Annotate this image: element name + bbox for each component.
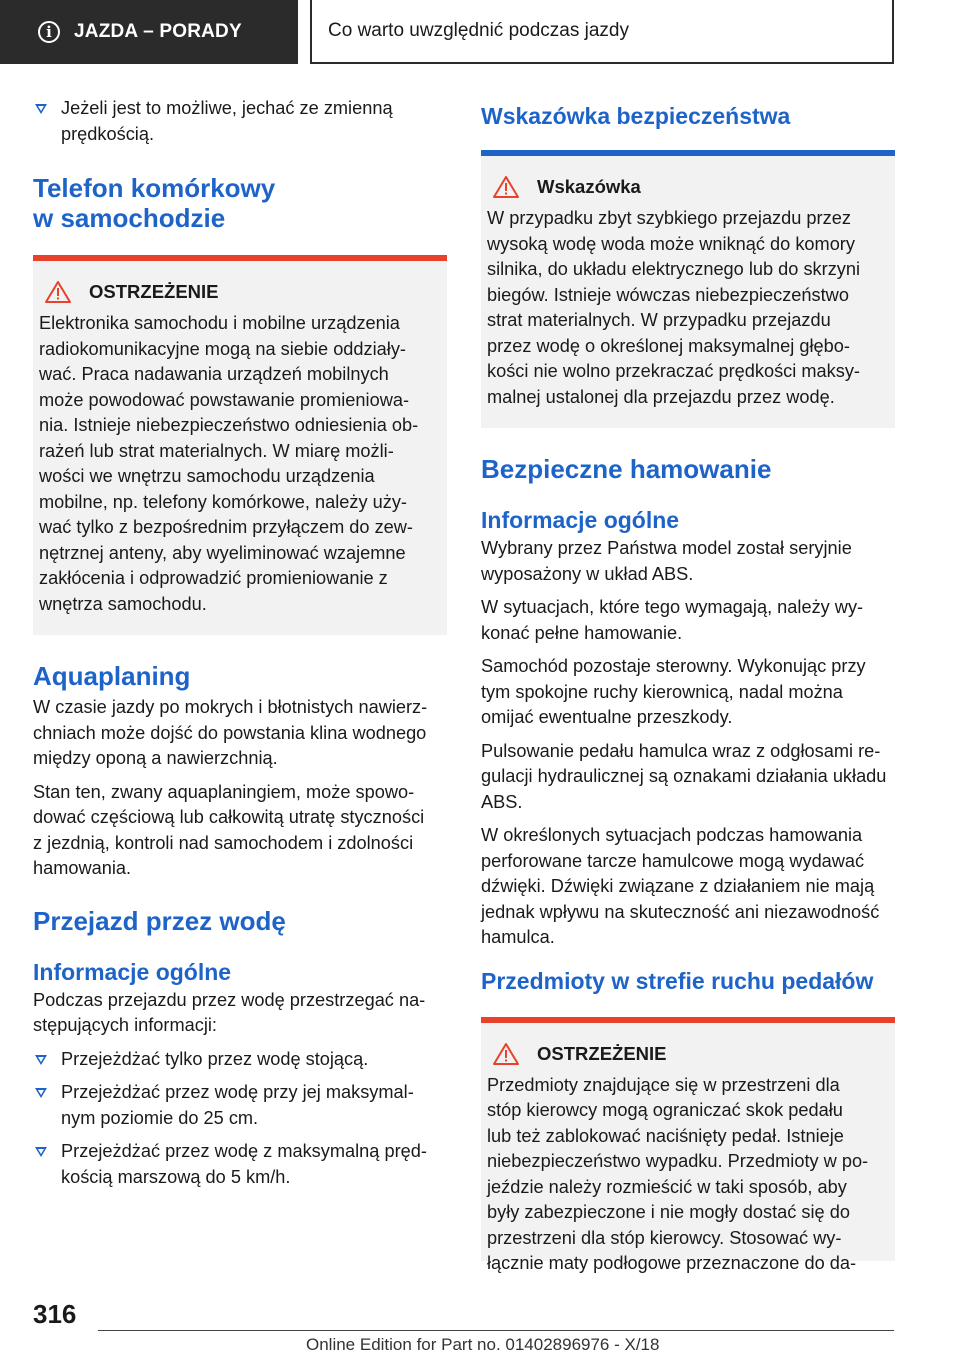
text-line: wnętrza samochodu. bbox=[39, 593, 207, 614]
header-section-label: JAZDA – PORADY bbox=[74, 21, 242, 42]
text-line: Przejeżdżać przez wodę przy jej maksymal- bbox=[61, 1082, 414, 1102]
aquaplaning-paragraph-2 bbox=[33, 780, 447, 882]
note-title: Wskazówka bbox=[487, 176, 889, 198]
text-line: W sytuacjach, które tego wymagają, należy wy- bbox=[481, 597, 864, 617]
text-line: nia. Istnieje niebezpieczeństwo odniesienia ob- bbox=[39, 415, 419, 435]
text-line: stępujących informacji: bbox=[33, 1015, 217, 1035]
subheading-general-info: Informacje ogólne bbox=[33, 958, 232, 985]
text-line: kością marszową do 5 km/h. bbox=[61, 1166, 291, 1187]
text-line: Przedmioty znajdujące się w przestrzeni dla bbox=[487, 1074, 840, 1095]
text-line: stóp kierowcy mogą ograniczać skok pedału bbox=[487, 1100, 843, 1120]
text-line: W określonych sytuacjach podczas hamowania bbox=[481, 825, 863, 845]
text-line: kości nie wolno przekraczać prędkości maksy- bbox=[487, 361, 860, 381]
note-text bbox=[487, 206, 889, 410]
braking-paragraph bbox=[481, 654, 895, 731]
intro-bullet-list bbox=[33, 96, 447, 147]
footer-divider bbox=[98, 1330, 894, 1331]
text-line: hamowania. bbox=[33, 858, 132, 878]
text-line: wać tylko z bezpośrednim przyłączem do zew- bbox=[39, 517, 413, 537]
text-line: Samochód pozostaje sterowny. Wykonując przy bbox=[481, 656, 866, 676]
text-line: gulacji hydraulicznej są oznakami działania układu bbox=[481, 766, 887, 786]
left-column bbox=[33, 96, 447, 1198]
text-line: Wybrany przez Państwa model został seryjnie bbox=[481, 538, 852, 558]
text-line: Elektronika samochodu i mobilne urządzenia bbox=[39, 313, 400, 333]
warning-triangle-icon bbox=[45, 281, 71, 303]
subheading-general-info: Informacje ogólne bbox=[481, 507, 680, 533]
text-line: mobilne, np. telefony komórkowe, należy uży- bbox=[39, 491, 407, 512]
header-page-title: Co warto uwzględnić podczas jazdy bbox=[310, 0, 894, 64]
braking-paragraph bbox=[481, 595, 895, 646]
text-line: przestrzeni dla stóp kierowcy. Stosować wy- bbox=[487, 1227, 842, 1248]
text-line: nym poziomie do 25 cm. bbox=[61, 1107, 259, 1128]
text-line: dźwięki. Dźwięki związane z działaniem nie mają bbox=[481, 876, 875, 896]
triangle-bullet-icon bbox=[35, 104, 47, 114]
text-line: jednak wpływu na skuteczność ani niezawodność bbox=[481, 901, 880, 922]
warning-text bbox=[39, 311, 441, 617]
triangle-bullet-icon bbox=[35, 1055, 47, 1065]
list-item bbox=[33, 1080, 447, 1131]
water-bullet-list bbox=[33, 1047, 447, 1191]
warning-box-phone bbox=[33, 255, 447, 635]
text-line: łącznie maty podłogowe przeznaczone do da- bbox=[487, 1253, 857, 1273]
list-item: Jeżeli jest to możliwe, jechać ze zmienną prędkością. bbox=[33, 96, 447, 147]
braking-paragraph bbox=[481, 823, 895, 951]
text-line: zakłócenia i odprowadzić promieniowanie z bbox=[39, 568, 388, 588]
text-line: nętrznej anteny, aby wyeliminować wzajemne bbox=[39, 542, 406, 563]
warning-title: OSTRZEŻENIE bbox=[39, 281, 441, 303]
warning-title: OSTRZEŻENIE bbox=[487, 1043, 889, 1065]
info-icon: i bbox=[38, 21, 60, 43]
text-line: omijać ewentualne przeszkody. bbox=[481, 707, 733, 727]
heading-pedal-area: Przedmioty w strefie ruchu pedałów bbox=[481, 967, 874, 994]
aquaplaning-paragraph-1 bbox=[33, 695, 447, 772]
text-line: niebezpieczeństwo wypadku. Przedmioty w po- bbox=[487, 1151, 869, 1171]
heading-safety-note: Wskazówka bezpieczeństwa bbox=[481, 103, 791, 129]
text-line: Podczas przejazdu przez wodę przestrzegać na- bbox=[33, 989, 426, 1010]
text-line: W przypadku zbyt szybkiego przejazdu przez bbox=[487, 208, 851, 228]
text-line: między oponą a nawierzchnią. bbox=[33, 748, 278, 768]
text-line: wać. Praca nadawania urządzeń mobilnych bbox=[39, 364, 389, 384]
text-line: W czasie jazdy po mokrych i błotnistych nawierz- bbox=[33, 697, 428, 717]
header-section-tab bbox=[0, 0, 298, 64]
text-line: biegów. Istnieje wówczas niebezpieczeństwo bbox=[487, 284, 849, 305]
right-column bbox=[481, 96, 895, 1273]
heading-aquaplaning: Aquaplaning bbox=[33, 661, 191, 691]
text-line: dować częściową lub całkowitą utratę styczności bbox=[33, 807, 425, 827]
page-number: 316 bbox=[33, 1299, 77, 1329]
list-item bbox=[33, 1139, 447, 1190]
text-line: lub też zablokować naciśnięty pedał. Istnieje bbox=[487, 1125, 844, 1146]
text-line: były zabezpieczone i nie mogły dostać się do bbox=[487, 1202, 850, 1222]
warning-triangle-icon bbox=[493, 176, 519, 198]
text-line: z jezdnią, kontroli nad samochodem i zdolności bbox=[33, 832, 414, 853]
text-line: konać pełne hamowanie. bbox=[481, 622, 683, 643]
footer-edition: Online Edition for Part no. 01402896976 - X/18 bbox=[306, 1335, 660, 1354]
warning-text bbox=[487, 1073, 889, 1277]
text-line: chniach może dojść do powstania klina wodnego bbox=[33, 722, 427, 743]
braking-paragraphs bbox=[481, 536, 895, 951]
text-line: hamulca. bbox=[481, 927, 555, 947]
warning-box-pedal bbox=[481, 1017, 895, 1273]
text-line: przez wodę o określonej maksymalnej głębo- bbox=[487, 335, 850, 356]
text-line: rażeń lub strat materialnych. W miarę możli- bbox=[39, 440, 394, 461]
heading-phone: Telefon komórkowy w samochodzie bbox=[33, 173, 276, 233]
text-line: Pulsowanie pedału hamulca wraz z odgłosami re- bbox=[481, 740, 881, 761]
text-line: może powodować powstawanie promieniowa- bbox=[39, 389, 410, 410]
note-box-water bbox=[481, 150, 895, 428]
heading-safe-braking: Bezpieczne hamowanie bbox=[481, 454, 772, 484]
text-line: Stan ten, zwany aquaplaningiem, może spowo- bbox=[33, 781, 415, 802]
text-line: ABS. bbox=[481, 791, 523, 812]
text-line: radiokomunikacyjne mogą na siebie oddziały- bbox=[39, 338, 406, 359]
text-line: Przejeżdżać tylko przez wodę stojącą. bbox=[61, 1048, 369, 1069]
text-line: strat materialnych. W przypadku przejazdu bbox=[487, 310, 831, 330]
text-line: wysoką wodę woda może wniknąć do komory bbox=[487, 233, 855, 254]
list-item bbox=[33, 1047, 447, 1073]
text-line: wości we wnętrzu samochodu urządzenia bbox=[39, 466, 375, 486]
braking-paragraph bbox=[481, 536, 895, 587]
text-line: jeździe należy rozmieścić w taki sposób, aby bbox=[487, 1176, 847, 1197]
water-paragraph bbox=[33, 988, 447, 1039]
triangle-bullet-icon bbox=[35, 1147, 47, 1157]
text-line: perforowane tarcze hamulcowe mogą wydawać bbox=[481, 850, 865, 871]
heading-water-crossing: Przejazd przez wodę bbox=[33, 905, 286, 936]
text-line: Przejeżdżać przez wodę z maksymalną pręd- bbox=[61, 1141, 427, 1161]
text-line: tym spokojne ruchy kierownicą, nadal można bbox=[481, 681, 843, 702]
triangle-bullet-icon bbox=[35, 1088, 47, 1098]
text-line: wyposażony w układ ABS. bbox=[481, 563, 694, 584]
braking-paragraph bbox=[481, 739, 895, 816]
text-line: silnika, do układu elektrycznego lub do skrzyni bbox=[487, 259, 861, 279]
warning-triangle-icon bbox=[493, 1043, 519, 1065]
text-line: malnej ustalonej dla przejazdu przez wodę. bbox=[487, 386, 835, 407]
